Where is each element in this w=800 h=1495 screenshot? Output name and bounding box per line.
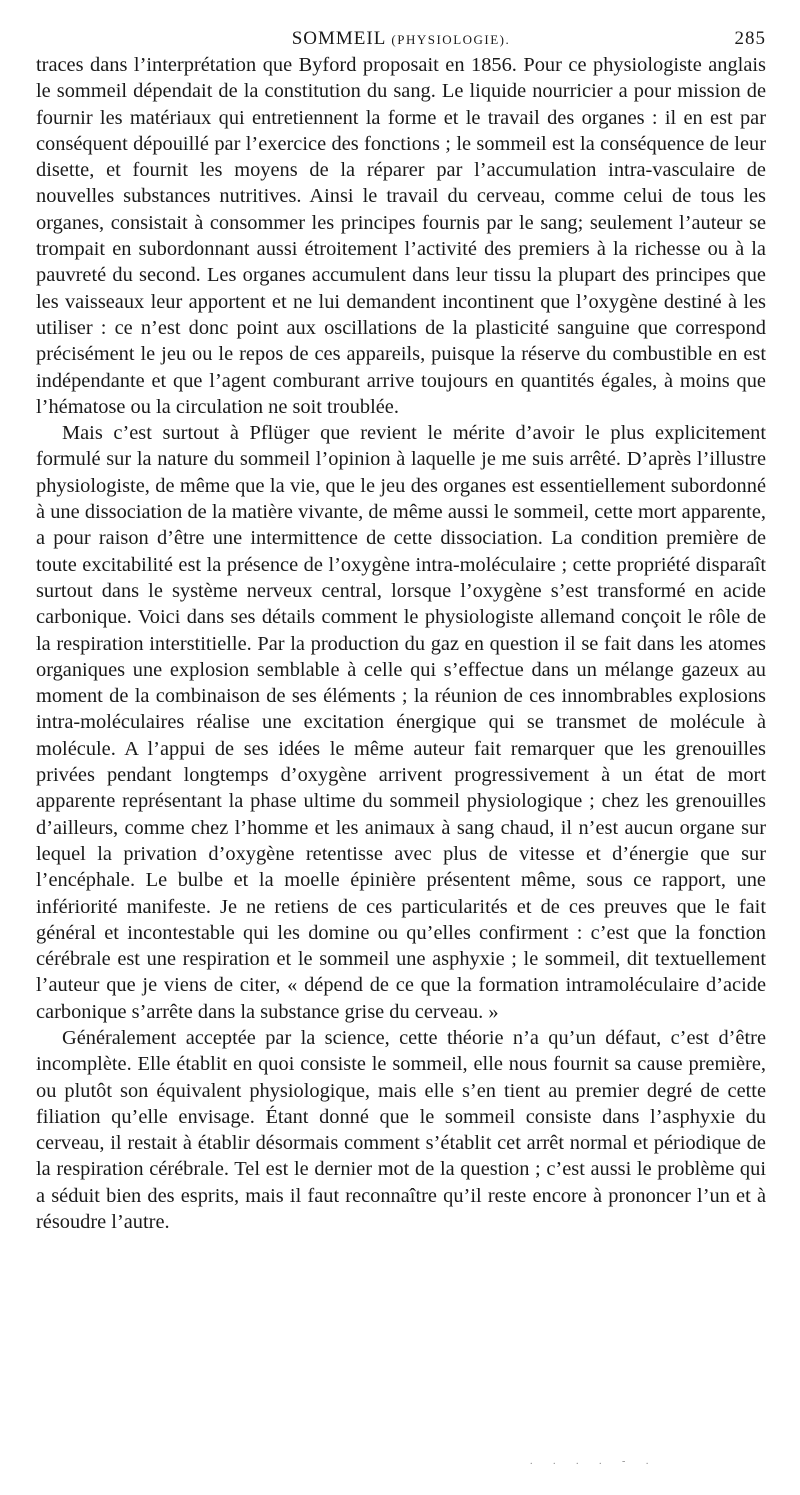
book-page xyxy=(36,22,766,1235)
paragraph-3: Généralement acceptée par la science, cette théorie n’a qu’un défaut, c’est d’être incomplète. Elle établit en quoi consiste le sommeil, elle nous fournit sa cause première, ou plutôt son équivalent physiologique, mais elle s’en tient au premier degré de cette filiation qu’elle envisage. Étant donné que le sommeil consiste dans l’asphyxie du cerveau, il restait à établir désormais comment s’établit cet arrêt normal et périodique de la respiration cérébrale. Tel est le dernier mot de la question ; c’est aussi le problème qui a séduit bien des esprits, mais il faut reconnaître qu’il reste encore à prononcer l’un et à résoudre l’autre. xyxy=(36,1026,766,1234)
running-title xyxy=(36,28,766,50)
page-number: 285 xyxy=(734,28,766,49)
printer-marks: . . . . - . xyxy=(530,1456,658,1467)
running-head xyxy=(36,22,766,52)
paragraph-2: Mais c’est surtout à Pflüger que revient le mérite d’avoir le plus explicitement formulé sur la nature du sommeil l’opinion à laquelle je me suis arrêté. D’après l’illustre physiologiste, de même que la vie, que le jeu des organes est essentiellement subordonné à une dissociation de la matière vivante, de même aussi le sommeil, cette mort apparente, a pour raison d’être une intermittence de cette dissociation. La condition première de toute excitabilité est la présence de l’oxygène intra-moléculaire ; cette propriété disparaît surtout dans le système nerveux central, lorsque l’oxygène s’est transformé en acide carbonique. Voici dans ses détails comment le physiologiste allemand conçoit le rôle de la respiration interstitielle. Par la production du gaz en question il se fait dans les atomes organiques une explosion semblable à celle qui s’effectue dans un mélange gazeux au moment de la combinaison de ses éléments ; la réunion de ces innombrables explosions intra-moléculaires réalise une excitation énergique qui se transmet de molécule à molécule. A l’appui de ses idées le même auteur fait remarquer que les grenouilles privées pendant longtemps d’oxygène arrivent progressivement à un état de mort apparente représentant la phase ultime du sommeil physiologique ; chez les grenouilles d’ailleurs, comme chez l’homme et les animaux à sang chaud, il n’est aucun organe sur lequel la privation d’oxygène retentisse avec plus de vitesse et d’énergie que sur l’encéphale. Le bulbe et la moelle épinière présentent même, sous ce rapport, une infériorité manifeste. Je ne retiens de ces particularités et de ces preuves que le fait général et incontestable qui les domine ou qu’elles confirment : c’est que la fonction cérébrale est une respiration et le sommeil une asphyxie ; le sommeil, dit textuellement l’auteur que je viens de citer, « dépend de ce que la formation intramoléculaire d’acide carbonique s’arrête dans la substance grise du cerveau. » xyxy=(36,422,766,1023)
paragraph-1: traces dans l’interprétation que Byford proposait en 1856. Pour ce physiologiste anglais le sommeil dépendait de la constitution du sang. Le liquide nourricier a pour mission de fournir les matériaux qui entretiennent la forme et le travail des organes : il en est par conséquent dépouillé par l’exercice des fonctions ; le sommeil est la conséquence de leur disette, et fournit les moyens de la réparer par l’accumulation intra-vasculaire de nouvelles substances nutritives. Ainsi le travail du cerveau, comme celui de tous les organes, consistait à consommer les principes fournis par le sang; seulement l’auteur se trompait en subordonnant aussi étroitement l’activité des premiers à la richesse ou à la pauvreté du second. Les organes accumulent dans leur tissu la plupart des principes que les vaisseaux leur apportent et ne lui demandent incontinent que l’oxygène destiné à les utiliser : ce n’est donc point aux oscillations de la plasticité sanguine que correspond précisément le jeu ou le repos de ces appareils, puisque la réserve du combustible en est indépendante et que l’agent comburant arrive toujours en quantités égales, à moins que l’hématose ou la circulation ne soit troublée. xyxy=(36,54,766,418)
body-text xyxy=(36,52,766,1235)
running-title-subtitle: (PHYSIOLOGIE). xyxy=(391,32,511,47)
running-title-main: SOMMEIL xyxy=(291,28,386,49)
